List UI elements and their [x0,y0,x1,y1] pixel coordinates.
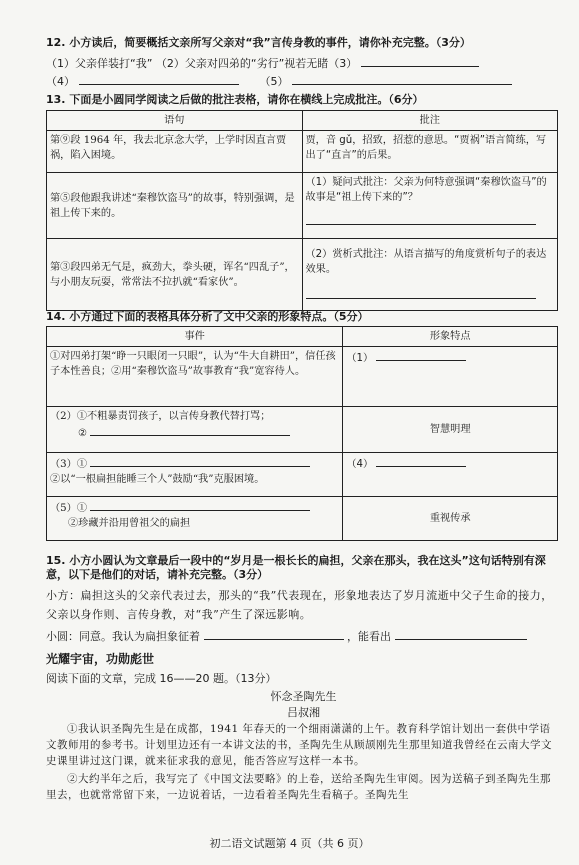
q14-row2-event-cell [47,407,343,453]
q12-title: 12. 小方读后，简要概括文亲所写父亲对“我”言传身教的事件，请你补充完整。（3分） [46,36,471,49]
q14-row1-event: ①对四弟打架“睁一只眼闭一只眼”，认为“牛大自耕田”，信任孩子本性善良；②用“秦穆饮盗马”故事教育“我”宽容待人。 [47,347,343,407]
q13-row2-comment-cell [302,173,558,239]
q12-row1-text: （1）父亲佯装打“我” （2）父亲对四弟的“劣行”视若无睹（3） [46,57,358,70]
q14-blank-2[interactable] [90,424,290,436]
q13-answer-1[interactable] [306,213,536,225]
q13-row3-comment-cell [302,239,558,311]
q14-row3-event-2: ②以“一根扁担能睡三个人”鼓励“我”克服困境。 [50,474,265,485]
q14-table [46,326,558,541]
q14-blank-4[interactable] [376,455,466,467]
q15-title: 15. 小方小圆认为文章最后一段中的“岁月是一根长长的扁担，父亲在那头，我在这头”这句话特别有深意，以下是他们的对话，请补充完整。（3分） [46,554,546,581]
q14-row3-trait: （4） [346,459,374,470]
q14-row2-event: （2）①不粗暴责罚孩子，以言传身教代替打骂； [50,411,271,422]
q14-row2-event-2-label: ② [78,428,88,439]
q14-header-trait: 形象特点 [343,327,558,347]
q15-yuan-label-a: 小圆：同意。我认为扁担象征着 [46,630,200,643]
q13-row1-sentence: 第⑨段 1964 年，我去北京念大学，上学时因直言贾祸，陷入困境。 [47,131,303,173]
q13-table [46,110,558,311]
q15-fang: 小方：扁担这头的父亲代表过去，那头的“我”代表现在，形象地表达了岁月流逝中父子生命的接力，父亲以身作则、言传身教，对“我”产生了深远影响。 [46,589,553,621]
q14-title: 14. 小方通过下面的表格具体分析了文中父亲的形象特点。（5分） [46,310,369,323]
q13-row1-comment: 贾，音 gǔ，招致，招惹的意思。“贾祸”语言简练，写出了“直言”的后果。 [302,131,558,173]
q13-row2-sentence: 第⑤段他跟我讲述“秦穆饮盗马”的故事，特别强调，是祖上传下来的。 [47,173,303,239]
article-paragraph-1: ①我认识圣陶先生是在成都，1941 年春天的一个细雨潇潇的上午。教育科学馆计划出一套供中学语文教师用的参考书。计划里边还有一本讲文法的书，圣陶先生从顾颉刚先生那里知道我曾经在云南大学文史课里讲过这门课，就来征求我的意见，能否答应写这样一本书。 [46,723,552,767]
q12-blank-5[interactable] [292,73,512,85]
q12-row2 [46,73,561,89]
q13-row3-comment: （2）赏析式批注：从语言描写的角度赏析句子的表达效果。 [305,249,547,275]
q14-row1-trait: （1） [346,353,374,364]
q14-blank-3[interactable] [90,455,310,467]
q13-header-comment: 批注 [302,111,558,131]
q14-row1-trait-cell [343,347,558,407]
q14-blank-5[interactable] [90,499,310,511]
q14-header-event: 事件 [47,327,343,347]
q14-row4-trait: 重视传承 [343,497,558,541]
q14-row2-trait: 智慧明理 [343,407,558,453]
section-title: 光耀宇宙，功勋彪世 [46,652,155,666]
q15-blank-1[interactable] [204,628,344,640]
q14-row4-event-1-label: （5）① [50,503,88,514]
q13-header-sentence: 语句 [47,111,303,131]
q15-yuan-label-b: ，能看出 [347,630,391,643]
article-title: 怀念圣陶先生 [270,690,337,703]
section-instruction: 阅读下面的文章，完成 16——20 题。（13分） [46,672,277,685]
q12-blank-3[interactable] [361,55,479,67]
q14-row3-event-cell [47,453,343,497]
page-footer: 初二语文试题第 4 页（共 6 页） [209,837,370,850]
q13-answer-2[interactable] [306,287,536,299]
q14-row4-event-cell [47,497,343,541]
q15-blank-2[interactable] [395,628,527,640]
q12-row2-label-5: （5） [259,75,289,88]
q13-title: 13. 下面是小圆同学阅读之后做的批注表格，请你在横线上完成批注。（6分） [46,93,424,106]
q14-blank-1[interactable] [376,349,466,361]
article-author: 吕叔湘 [287,706,320,719]
q13-row2-comment: （1）疑问式批注：父亲为何特意强调“秦穆饮盗马”的故事是“祖上传下来的”？ [305,177,547,203]
article-paragraph-2: ②大约半年之后，我写完了《中国文法要略》的上卷，送给圣陶先生审阅。因为送稿子到圣陶先生那里去，也就常常留下来，一边说着话，一边看着圣陶先生看稿子。圣陶先生 [46,773,551,801]
q12-row1 [46,55,561,71]
q14-row3-event-1-label: （3）① [50,459,88,470]
q12-blank-4[interactable] [79,73,239,85]
q13-row3-sentence: 第③段四弟无气是，疯劲大，拳头硬，诨名“四乱子”，与小朋友玩耍，常常法不拉扒就“看家伙”。 [47,239,303,311]
q14-row3-trait-cell [343,453,558,497]
q12-row2-label-4: （4） [46,75,75,88]
q15-yuan [46,628,561,644]
q14-row4-event-2: ②珍藏并沿用曾祖父的扁担 [68,518,191,529]
